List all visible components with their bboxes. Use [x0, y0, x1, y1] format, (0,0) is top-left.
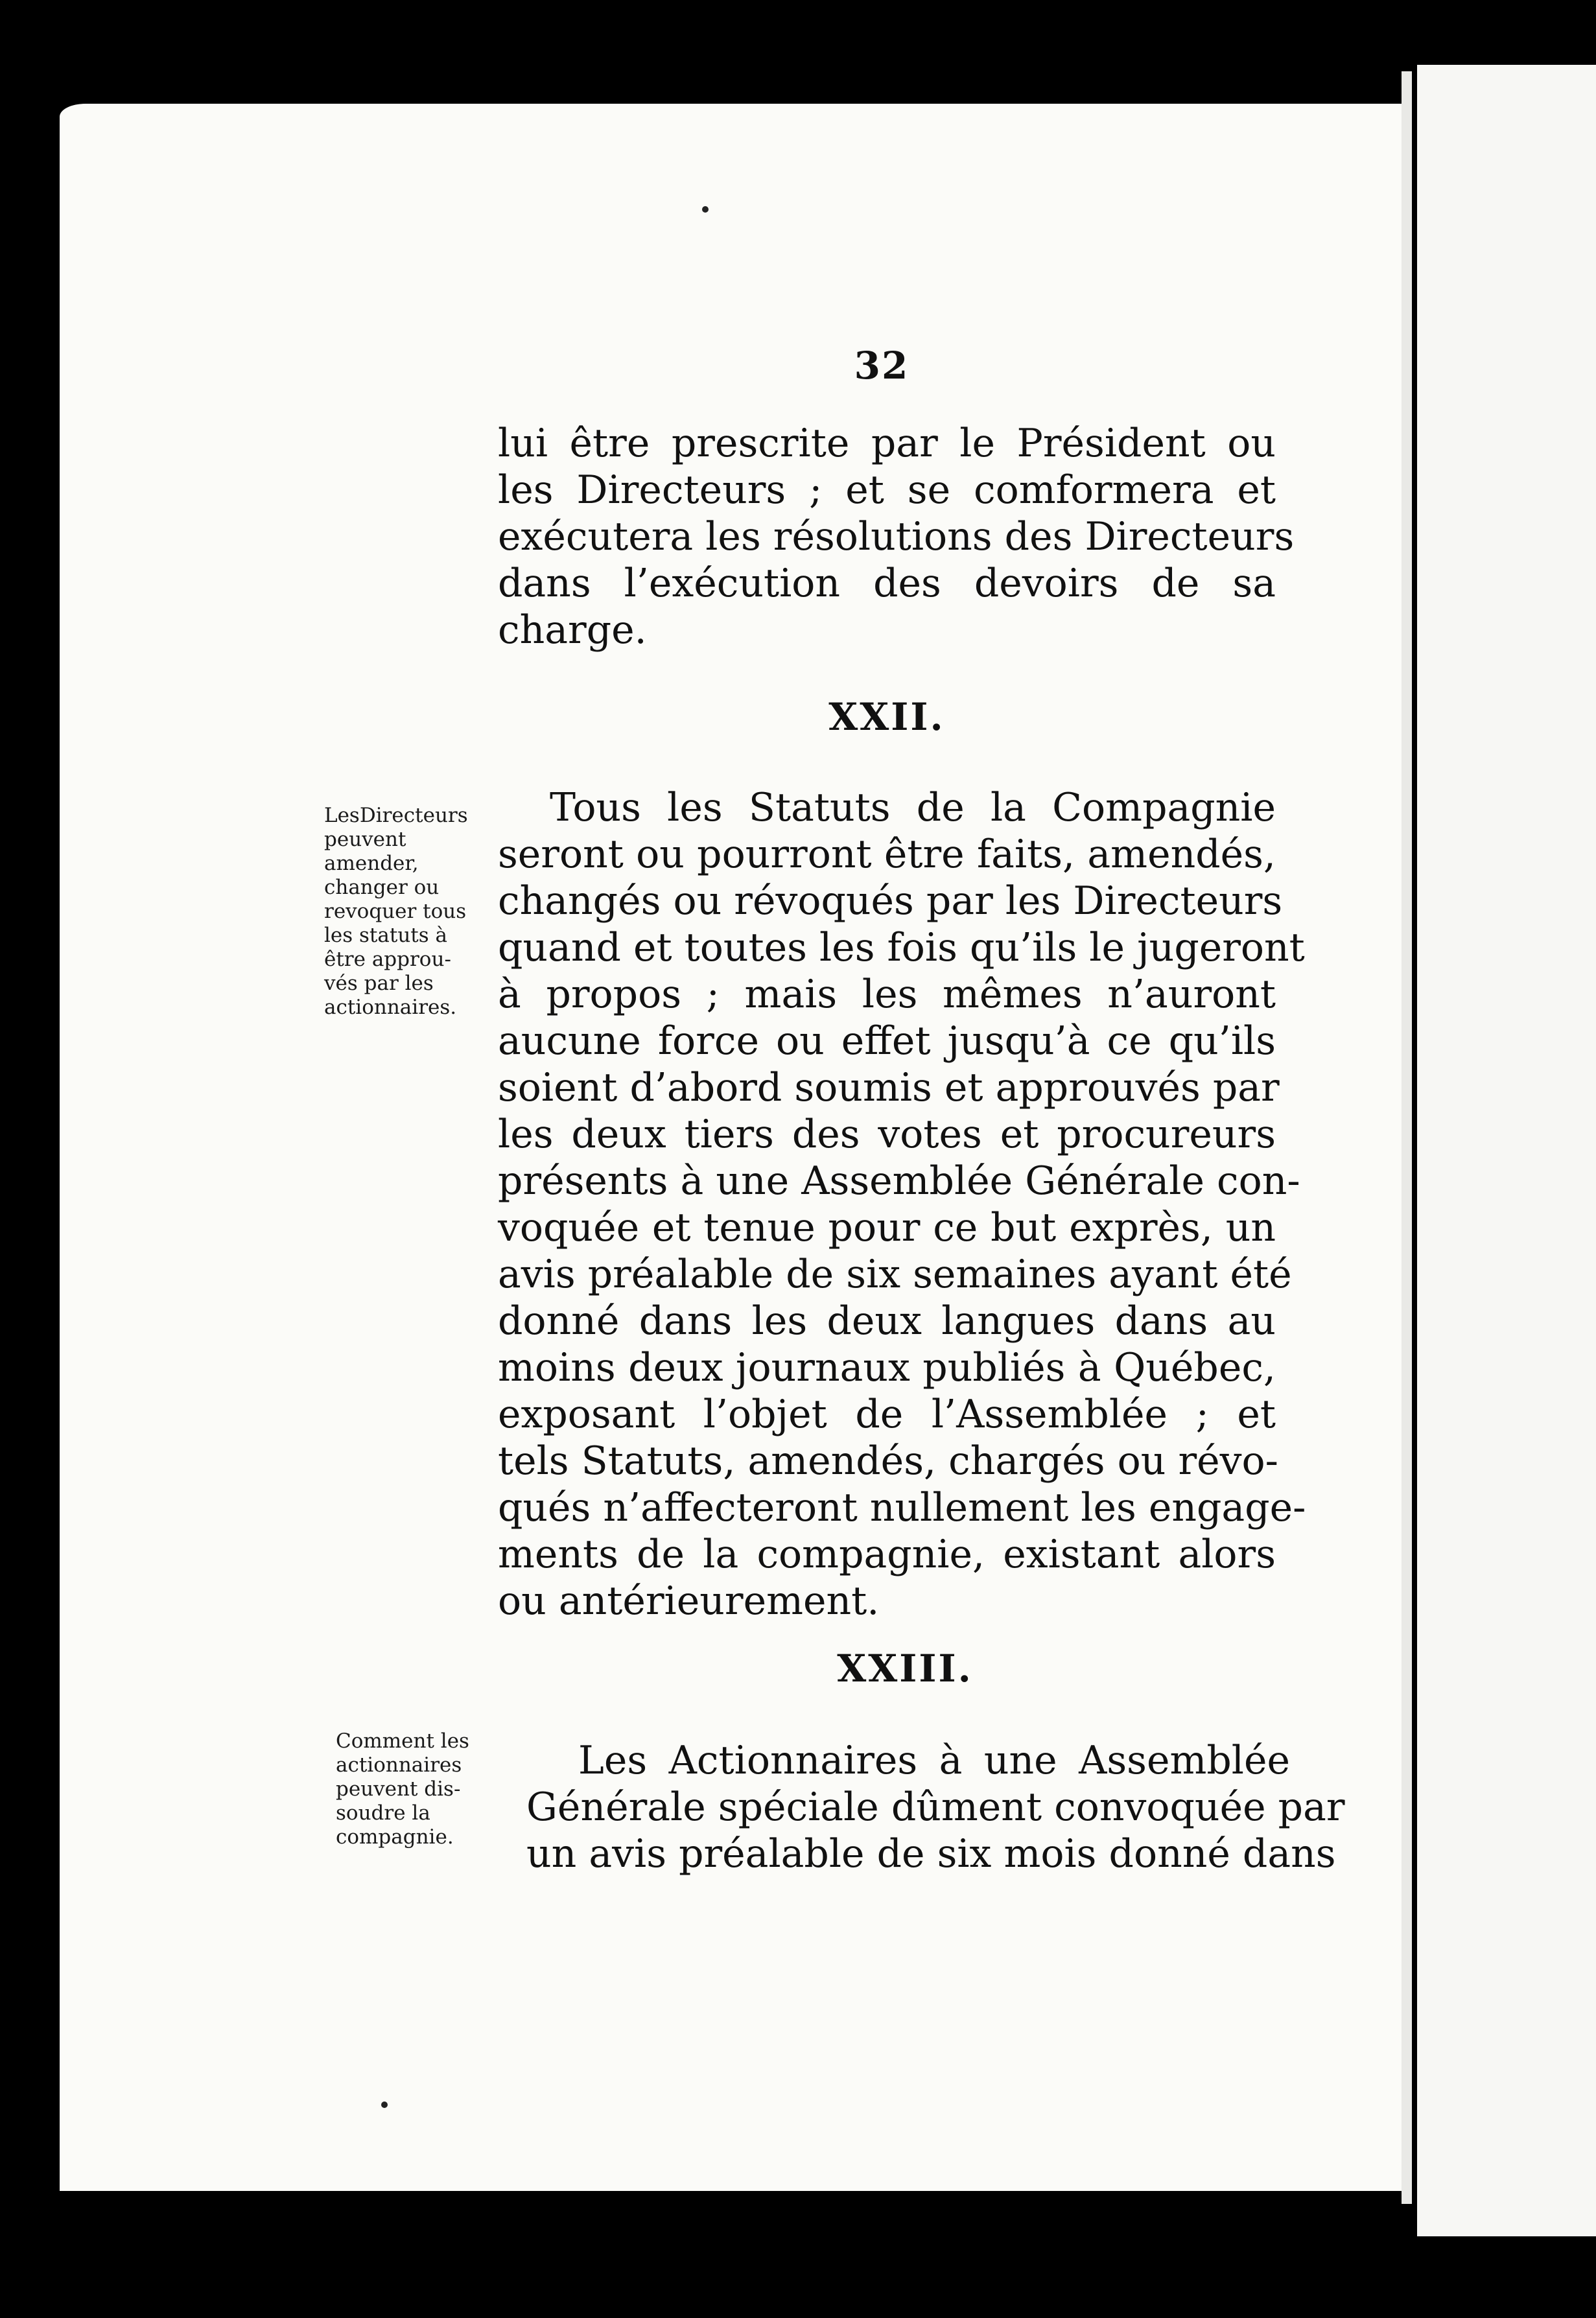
- page-number: 32: [854, 344, 909, 388]
- text-line: charge.: [498, 607, 647, 653]
- margin-note-line: actionnaires.: [324, 996, 457, 1019]
- text-line: changés ou révoqués par les Directeurs: [498, 878, 1283, 924]
- margin-note-line: revoquer tous: [324, 900, 467, 923]
- margin-note-line: Comment les: [336, 1729, 469, 1753]
- facing-page-edge: [1417, 65, 1596, 2236]
- text-line: Tous les Statuts de la Compagnie: [550, 785, 1276, 830]
- text-line: soient d’abord soumis et approuvés par: [498, 1065, 1280, 1110]
- text-line: donné dans les deux langues dans au: [498, 1298, 1276, 1344]
- text-line: voquée et tenue pour ce but exprès, un: [498, 1205, 1276, 1250]
- section-22-paragraph: [498, 784, 1306, 1624]
- text-line: quand et toutes les fois qu’ils le jugeront: [498, 925, 1305, 970]
- text-line: présents à une Assemblée Générale con-: [498, 1158, 1300, 1204]
- margin-note-line: soudre la: [336, 1801, 430, 1825]
- margin-note-line: LesDirecteurs: [324, 804, 468, 827]
- section-23-paragraph: [526, 1737, 1345, 1877]
- text-line: un avis préalable de six mois donné dans: [526, 1831, 1336, 1877]
- top-paragraph: [498, 420, 1295, 653]
- margin-note-line: amender,: [324, 852, 419, 875]
- margin-note-23: [336, 1729, 517, 1849]
- margin-note-line: changer ou: [324, 876, 440, 899]
- text-line: lui être prescrite par le Président ou: [498, 421, 1276, 466]
- margin-note-line: compagnie.: [336, 1825, 454, 1849]
- ink-speck: [381, 2101, 388, 2108]
- text-line: seront ou pourront être faits, amendés,: [498, 832, 1276, 877]
- text-line: moins deux journaux publiés à Québec,: [498, 1345, 1276, 1390]
- text-line: Les Actionnaires à une Assemblée: [578, 1738, 1290, 1783]
- text-line: tels Statuts, amendés, chargés ou révo-: [498, 1438, 1278, 1484]
- text-line: ments de la compagnie, existant alors: [498, 1532, 1276, 1577]
- text-line: ou antérieurement.: [498, 1578, 880, 1624]
- margin-note-line: être approu-: [324, 948, 451, 971]
- text-line: aucune force ou effet jusqu’à ce qu’ils: [498, 1018, 1276, 1064]
- margin-note-line: peuvent dis-: [336, 1777, 461, 1801]
- margin-note-22: [324, 804, 506, 1020]
- ink-speck: [702, 206, 709, 213]
- margin-note-line: actionnaires: [336, 1753, 462, 1777]
- text-line: exposant l’objet de l’Assemblée ; et: [498, 1392, 1276, 1437]
- section-heading-22: XXII.: [828, 695, 945, 739]
- text-line: exécutera les résolutions des Directeurs: [498, 514, 1295, 559]
- text-line: dans l’exécution des devoirs de sa: [498, 561, 1276, 606]
- text-line: les deux tiers des votes et procureurs: [498, 1112, 1276, 1157]
- margin-note-line: vés par les: [324, 972, 434, 995]
- text-line: Générale spéciale dûment convoquée par: [526, 1785, 1345, 1830]
- text-line: qués n’affecteront nullement les engage-: [498, 1485, 1306, 1530]
- text-line: à propos ; mais les mêmes n’auront: [498, 972, 1276, 1017]
- text-line: les Directeurs ; et se comformera et: [498, 467, 1276, 513]
- text-line: avis préalable de six semaines ayant été: [498, 1252, 1292, 1297]
- page-gutter: [1402, 71, 1412, 2204]
- section-heading-23: XXIII.: [837, 1646, 973, 1691]
- margin-note-line: les statuts à: [324, 924, 447, 947]
- margin-note-line: peuvent: [324, 828, 406, 851]
